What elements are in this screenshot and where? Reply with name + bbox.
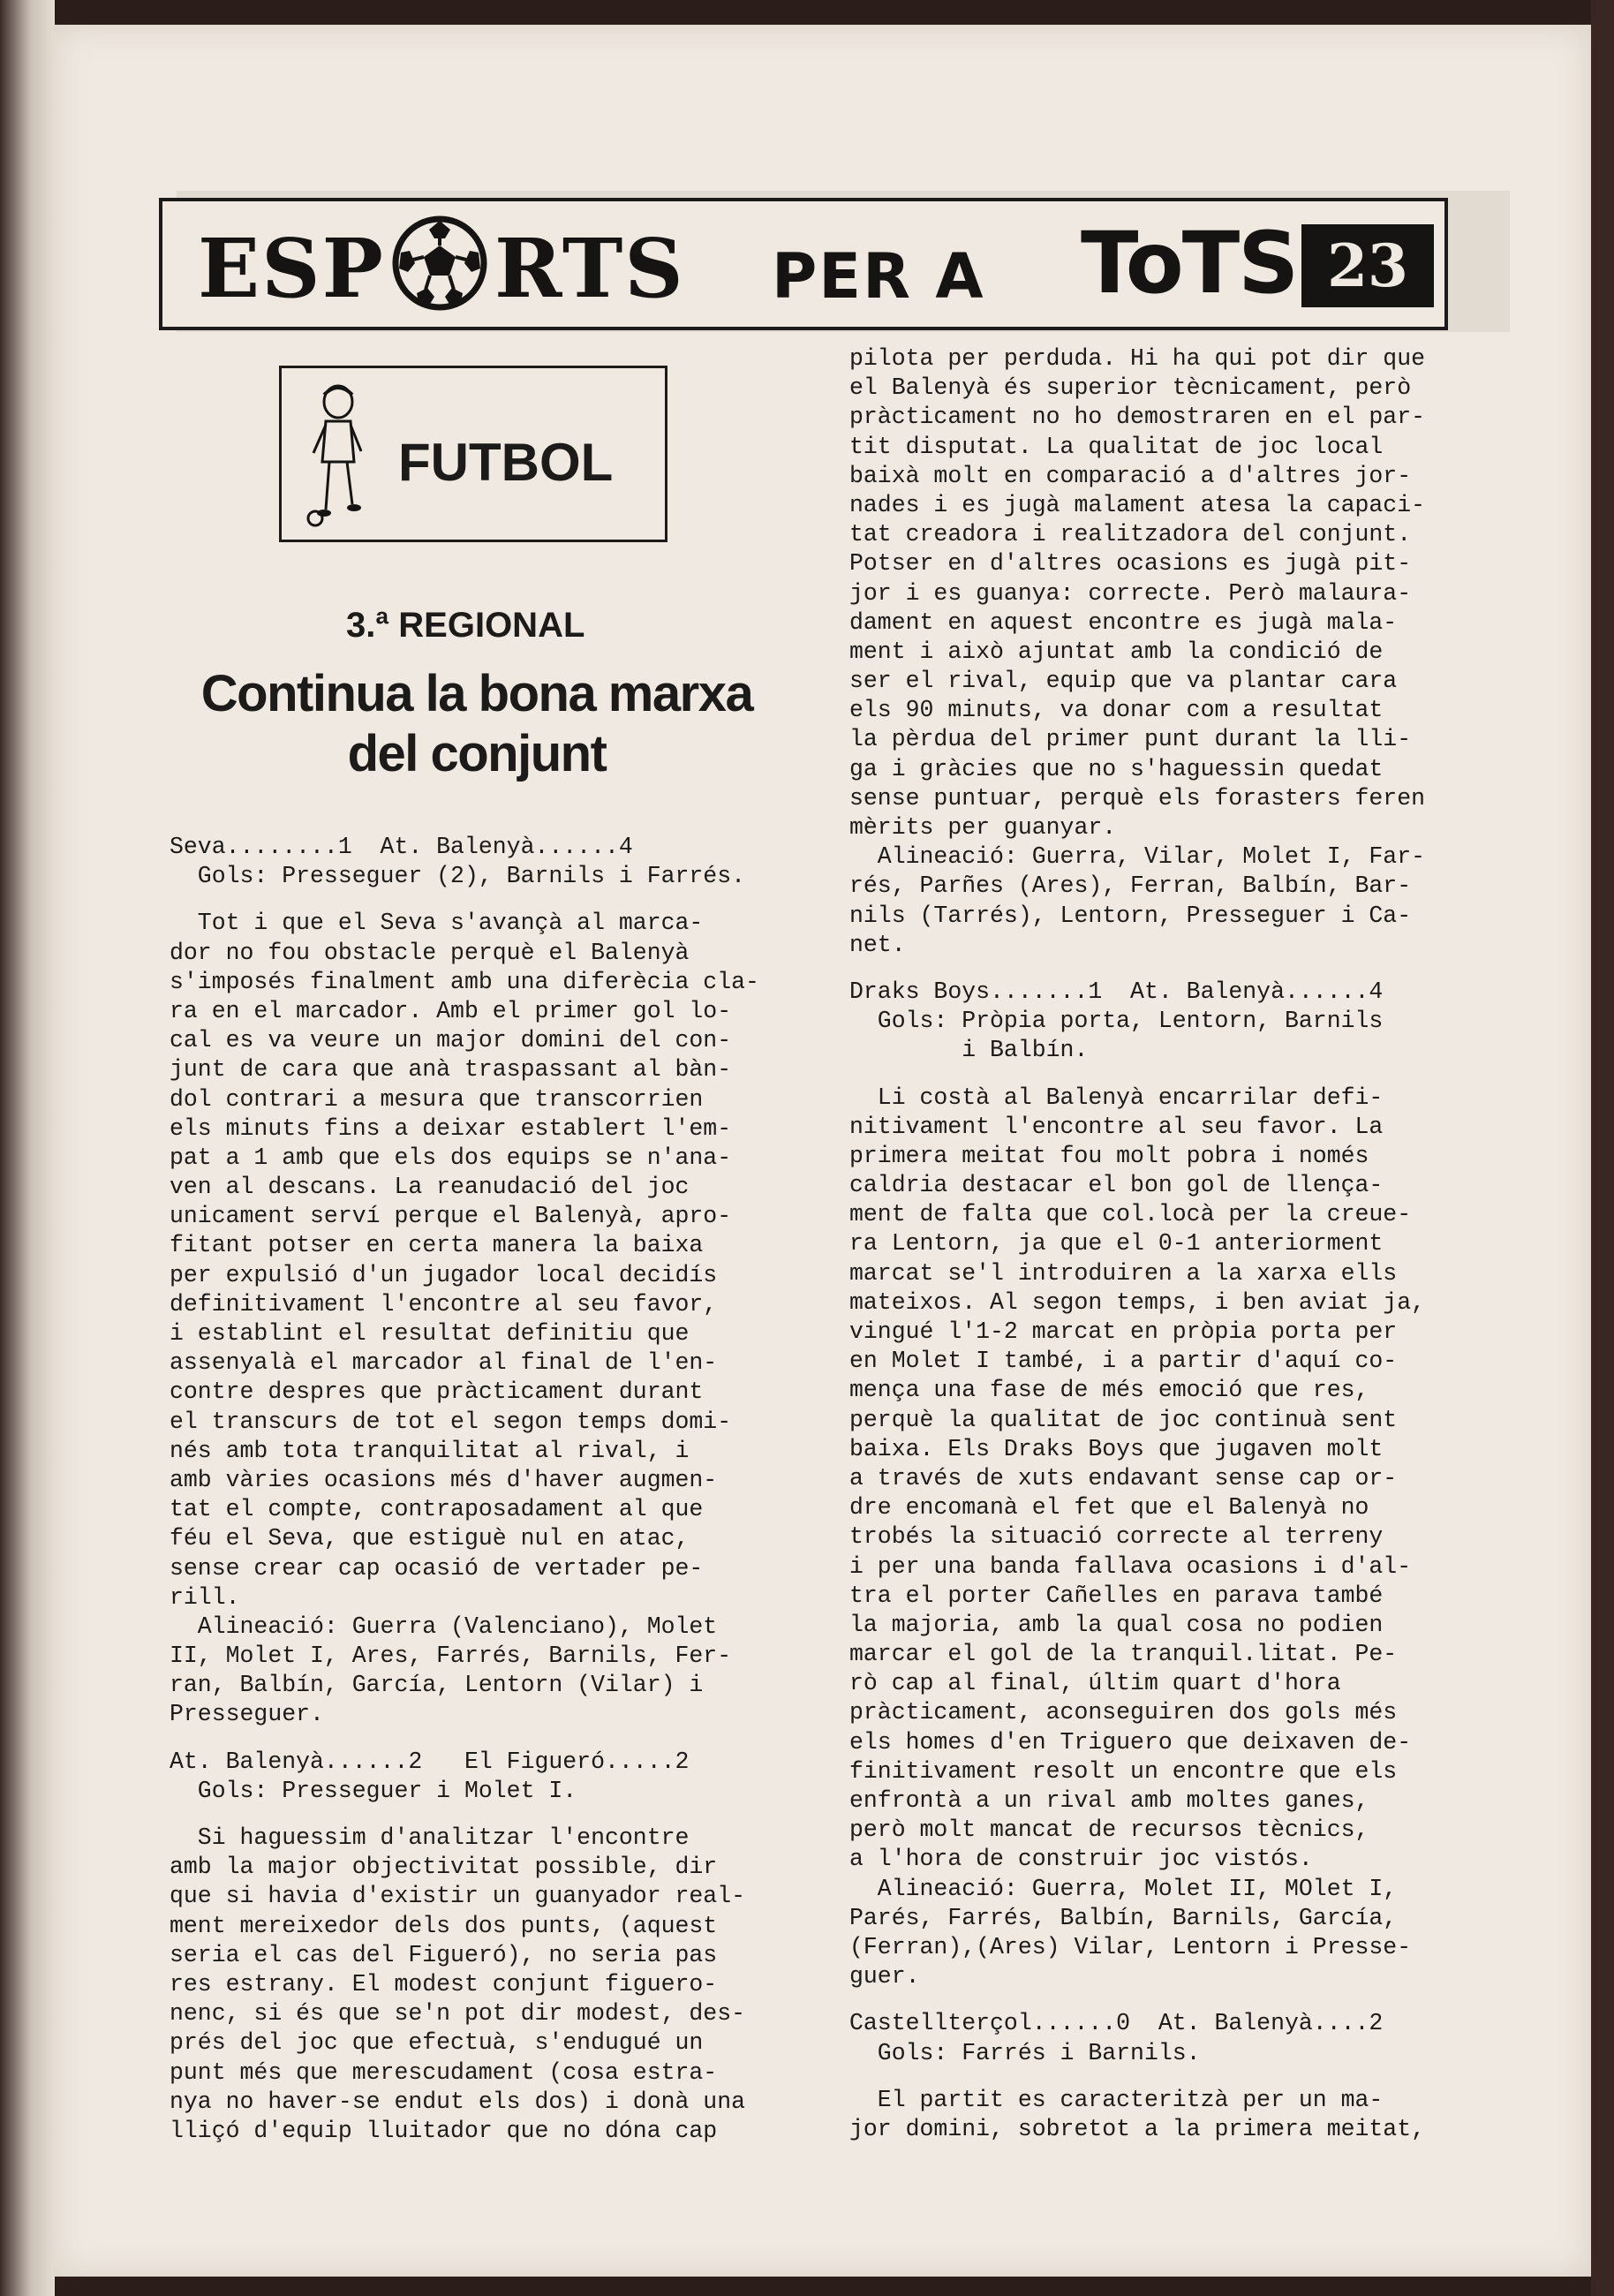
text-line: pat a 1 amb que els dos equips se n'ana- [170,1144,732,1171]
text-line: amb la major objectivitat possible, dir [170,1854,718,1881]
text-line: res estrany. El modest conjunt figuero- [170,1970,718,1998]
left-column [170,833,759,2146]
text-line: dol contrari a mesura que transcorrien [170,1085,704,1113]
text-line: mença una fase de més emoció que res, [849,1377,1369,1404]
text-line: a l'hora de construir joc vistós. [849,1846,1313,1873]
paragraph-gap [849,2068,1425,2086]
page-edge [1591,0,1614,2296]
headline-line: Continua la bona marxa [200,665,753,722]
text-line: tat creadora i realitzadora del conjunt. [849,521,1412,548]
headline-line: del conjunt [347,725,607,782]
text-line: mèrits per guanyar. [849,814,1117,841]
player-figure-icon [303,381,373,535]
text-line: ment mereixedor dels dos punts, (aquest [170,1912,718,1939]
text-line: nades i es jugà malament atesa la capaci- [849,491,1426,518]
text-line: net. [849,931,906,958]
page-number: 23 [1301,224,1434,307]
text-line: a través de xuts endavant sense cap or- [849,1464,1398,1492]
text-line: prés del joc que efectuà, s'endugué un [170,2029,704,2057]
text-line: contre despres que pràcticament durant [170,1378,704,1406]
text-line: ment i això ajuntat amb la condició de [849,638,1384,665]
text-line: el Balenyà és superior tècnicament, però [849,374,1412,402]
text-line: perquè la qualitat de joc continuà sent [849,1406,1398,1433]
text-line: ra Lentorn, ja que el 0-1 anteriorment [849,1230,1384,1258]
text-line: el transcurs de tot el segon temps domi- [170,1408,732,1435]
text-line: Si haguessim d'analitzar l'encontre [170,1824,690,1851]
text-line: pràcticament no ho demostraren en el par- [849,404,1426,431]
text-line: però molt mancat de recursos tècnics, [849,1816,1369,1844]
paragraph-gap [849,960,1425,978]
text-line: ga i gràcies que no s'haguessin quedat [849,755,1384,782]
text-line: tra el porter Cañelles en parava també [849,1582,1384,1609]
text-line: Castellterçol......0 At. Balenyà....2 [849,2010,1384,2037]
text-line: dament en aquest encontre es jugà mala- [849,608,1398,636]
text-line: junt de cara que anà traspassant al bàn- [170,1056,732,1084]
text-line: pilota per perduda. Hi ha qui pot dir que [849,345,1426,372]
text-line: cal es va veure un major domini del con- [170,1027,732,1054]
text-line: Gols: Presseguer i Molet I. [170,1777,577,1804]
text-line: els 90 minuts, va donar com a resultat [849,697,1384,724]
paragraph-gap [170,891,759,909]
section-banner [159,198,1448,330]
paragraph-gap [170,1730,759,1748]
text-line: ven al descans. La reanudació del joc [170,1174,690,1201]
text-line: finitivament resolt un encontre que els [849,1757,1398,1785]
text-line: Presseguer. [170,1701,324,1728]
text-line: ment de falta que col.locà per la creue- [849,1201,1412,1228]
text-line: ran, Balbín, García, Lentorn (Vilar) i [170,1672,704,1699]
paragraph-gap [170,1806,759,1824]
text-line: Gols: Pròpia porta, Lentorn, Barnils [849,1008,1384,1035]
banner-word-tots: ToTS [1081,214,1298,313]
text-line: punt més que merescudament (cosa estra- [170,2058,718,2086]
section-label: FUTBOL [398,433,614,492]
text-line: seria el cas del Figueró), no seria pas [170,1941,718,1968]
text-line: rés, Parñes (Ares), Ferran, Balbín, Bar- [849,872,1412,900]
text-line: jor i es guanya: correcte. Però malaura- [849,579,1412,607]
text-line: tat el compte, contraposadament al que [170,1496,704,1523]
right-column [849,344,1425,2144]
text-line: El partit es caracteritzà per un ma- [849,2086,1384,2113]
text-line: que si havia d'existir un guanyador real- [170,1883,746,1910]
text-line: vingué l'1-2 marcat en pròpia porta per [849,1318,1398,1345]
text-line: enfrontà a un rival amb moltes ganes, [849,1787,1369,1814]
text-line: marcat se'l introduiren a la xarxa ells [849,1259,1398,1287]
text-line: sense puntuar, perquè els forasters feren [849,784,1426,812]
text-line: rò cap al final, últim quart d'hora [849,1670,1341,1697]
text-line: baixà molt en comparació a d'altres jor- [849,462,1412,489]
text-line: els homes d'en Triguero que deixaven de- [849,1728,1412,1756]
text-line: marcar el gol de la tranquil.litat. Pe- [849,1641,1398,1668]
page-spine [0,0,55,2296]
text-line: baixa. Els Draks Boys que jugaven molt [849,1435,1384,1462]
text-line: Gols: Presseguer (2), Barnils i Farrés. [170,863,746,890]
text-line: i establint el resultat definitiu que [170,1320,690,1347]
text-line: rill. [170,1583,240,1611]
banner-word-rts: RTS [494,221,685,316]
text-line: la majoria, amb la qual cosa no podien [849,1611,1384,1638]
text-line: nés amb tota tranquilitat al rival, i [170,1437,690,1464]
text-line: nitivament l'encontre al seu favor. La [849,1113,1384,1140]
text-line: Draks Boys.......1 At. Balenyà......4 [849,978,1384,1005]
text-line: Alineació: Guerra, Vilar, Molet I, Far- [849,843,1426,871]
text-line: ser el rival, equip que va plantar cara [849,668,1398,695]
text-line: en Molet I també, i a partir d'aquí co- [849,1348,1398,1375]
text-line: tit disputat. La qualitat de joc local [849,433,1384,460]
text-line: Potser en d'altres ocasions es jugà pit- [849,550,1412,578]
text-line: amb vàries ocasions més d'haver augmen- [170,1466,718,1493]
text-line: Alineació: Guerra (Valenciano), Molet [170,1612,718,1640]
text-line: dor no fou obstacle perquè el Balenyà [170,939,690,966]
text-line: Gols: Farrés i Barnils. [849,2039,1201,2066]
text-line: els minuts fins a deixar establert l'em- [170,1114,732,1142]
text-line: trobés la situació correcte al terreny [849,1523,1384,1551]
text-line: guer. [849,1963,920,1990]
text-line: mateixos. Al segon temps, i ben aviat ja, [849,1288,1426,1316]
text-line: dre encomanà el fet que el Balenyà no [849,1494,1369,1522]
text-line: la pèrdua del primer punt durant la lli- [849,726,1412,753]
text-line: pràcticament, aconseguiren dos gols més [849,1699,1398,1726]
text-line: nenc, si és que se'n pot dir modest, des- [170,2000,746,2028]
bleed-through [228,351,236,386]
text-line: lliçó d'equip lluitador que no dóna cap [170,2117,718,2144]
paragraph-gap [849,1991,1425,2009]
text-line: Seva........1 At. Balenyà......4 [170,834,633,860]
banner-word-per-a: PER A [772,240,985,313]
text-line: sense crear cap ocasió de vertader pe- [170,1554,704,1582]
text-line: (Ferran),(Ares) Vilar, Lentorn i Presse- [849,1933,1412,1960]
text-line: primera meitat fou molt pobra i només [849,1142,1369,1169]
text-line: jor domini, sobretot a la primera meitat, [849,2115,1426,2142]
banner-word-esp: ESP [198,221,385,316]
text-line: Alineació: Guerra, Molet II, MOlet I, [849,1875,1398,1902]
text-line: i per una banda fallava ocasions i d'al- [849,1552,1412,1580]
text-line: nils (Tarrés), Lentorn, Presseguer i Ca- [849,902,1412,929]
text-line: Li costà al Balenyà encarrilar defi- [849,1084,1384,1111]
section-label-box [279,366,667,542]
text-line: definitivament l'encontre al seu favor, [170,1290,718,1318]
text-line: per expulsió d'un jugador local decidís [170,1261,718,1288]
text-line: At. Balenyà......2 El Figueró.....2 [170,1748,690,1775]
text-line: i Balbín. [849,1037,1089,1064]
text-line: ra en el marcador. Amb el primer gol lo- [170,997,732,1024]
text-line: féu el Seva, que estiguè nul en atac, [170,1525,690,1552]
text-line: s'imposés finalment amb una diferècia cla- [170,968,759,995]
text-line: unicament serví perque el Balenyà, apro- [170,1203,732,1230]
text-line: Tot i que el Seva s'avançà al marca- [170,910,704,937]
text-line: assenyalà el marcador al final de l'en- [170,1349,718,1377]
text-line: II, Molet I, Ares, Farrés, Barnils, Fer- [170,1643,732,1670]
paragraph-gap [849,1066,1425,1084]
text-line: Parés, Farrés, Balbín, Barnils, García, [849,1904,1398,1931]
text-line: caldria destacar el bon gol de llença- [849,1172,1384,1199]
text-line: nya no haver-se endut els dos) i donà una [170,2088,746,2115]
article-headline [132,664,821,784]
section-title: 3.ª REGIONAL [346,606,585,645]
text-line: fitant potser en certa manera la baixa [170,1232,704,1259]
football-icon [390,214,489,317]
